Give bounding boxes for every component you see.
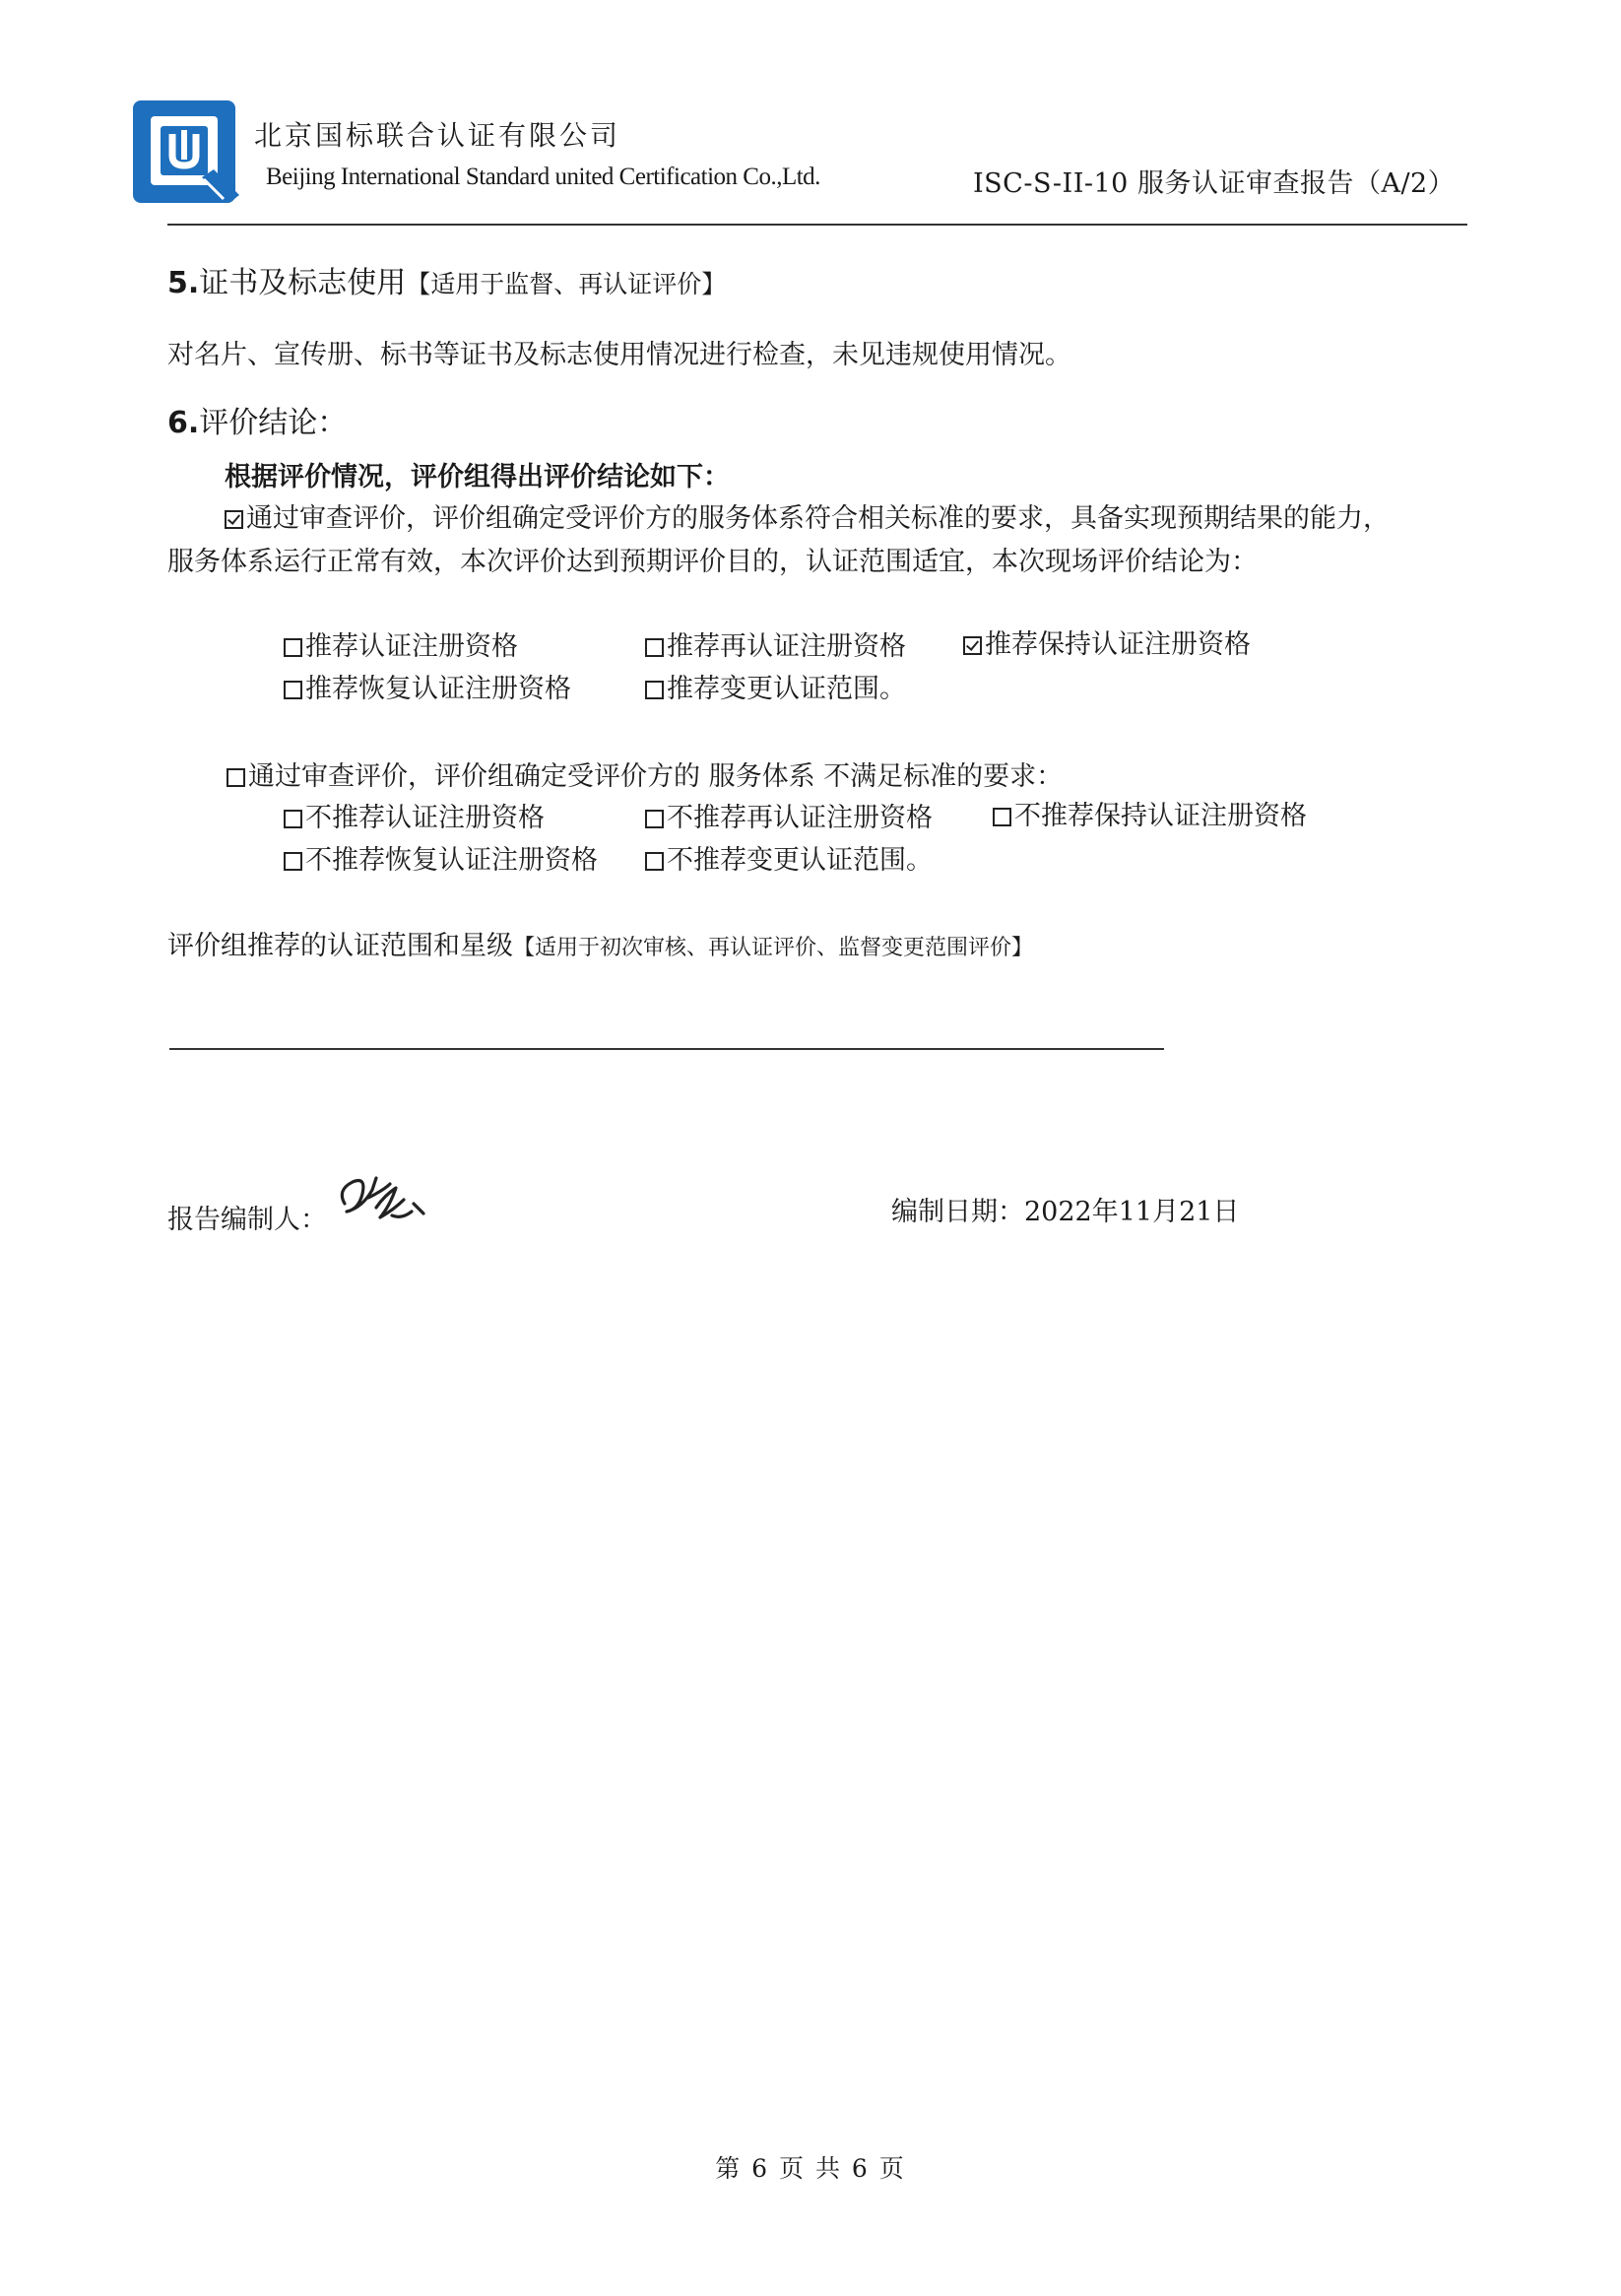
- company-name-cn: 北京国标联合认证有限公司: [254, 119, 621, 152]
- section5-note: 【适用于监督、再认证评价】: [406, 270, 727, 298]
- date-label: 编制日期：: [891, 1197, 1024, 1227]
- checkbox[interactable]: [645, 810, 664, 828]
- section6-intro: 根据评价情况，评价组得出评价结论如下：: [225, 462, 730, 492]
- fail-conclusion: 通过审查评价，评价组确定受评价方的 服务体系 不满足标准的要求：: [227, 754, 1063, 793]
- option-recommend-certification[interactable]: 推荐认证注册资格: [284, 624, 518, 663]
- option-not-recommend-maintain[interactable]: 不推荐保持认证注册资格: [993, 794, 1307, 832]
- option-not-recommend-certification[interactable]: 不推荐认证注册资格: [284, 796, 545, 834]
- author-label: 报告编制人：: [167, 1205, 327, 1235]
- checkbox[interactable]: [284, 810, 302, 828]
- pass-conclusion-line2: 服务体系运行正常有效，本次评价达到预期评价目的，认证范围适宜，本次现场评价结论为：: [167, 547, 1258, 577]
- option-recommend-change-scope[interactable]: 推荐变更认证范围。: [645, 667, 906, 705]
- date-value: 2022年11月21日: [1024, 1197, 1240, 1227]
- pass-checkbox[interactable]: [225, 510, 243, 529]
- option-not-recommend-change-scope[interactable]: 不推荐变更认证范围。: [645, 838, 933, 877]
- checkbox[interactable]: [645, 852, 664, 871]
- page-number: 第 6 页 共 6 页: [715, 2154, 906, 2183]
- checkbox[interactable]: [645, 638, 664, 657]
- scope-heading: [167, 924, 1033, 962]
- handwritten-signature-icon: [333, 1160, 441, 1239]
- document-code: ISC-S-II-10 服务认证审查报告（A/2）: [973, 168, 1456, 199]
- checkbox[interactable]: [284, 638, 302, 657]
- option-not-recommend-recertification[interactable]: 不推荐再认证注册资格: [645, 796, 933, 834]
- section5-heading: [167, 258, 726, 301]
- scope-label: 评价组推荐的认证范围和星级: [167, 931, 513, 961]
- company-name-en: Beijing International Standard united Certification Co.,Ltd.: [266, 164, 820, 190]
- date-field: [891, 1190, 1239, 1228]
- pass-conclusion-line1: 通过审查评价，评价组确定受评价方的服务体系符合相关标准的要求，具备实现预期结果的能力，: [225, 496, 1390, 535]
- checkbox[interactable]: [963, 636, 982, 655]
- section6-title: 评价结论：: [199, 406, 348, 440]
- section5-title: 证书及标志使用: [199, 266, 407, 300]
- header-divider: [167, 224, 1467, 226]
- checkbox[interactable]: [993, 808, 1011, 826]
- fail-checkbox[interactable]: [227, 768, 245, 787]
- checkbox[interactable]: [645, 681, 664, 699]
- section5-number: 5.: [167, 266, 200, 300]
- option-recommend-recertification[interactable]: 推荐再认证注册资格: [645, 624, 906, 663]
- checkbox[interactable]: [284, 681, 302, 699]
- option-recommend-restore[interactable]: 推荐恢复认证注册资格: [284, 667, 571, 705]
- option-not-recommend-restore[interactable]: 不推荐恢复认证注册资格: [284, 838, 598, 877]
- company-logo-icon: [133, 100, 239, 207]
- section6-number: 6.: [167, 406, 200, 440]
- section6-heading: [167, 398, 347, 441]
- scope-note: 【适用于初次审核、再认证评价、监督变更范围评价】: [513, 936, 1034, 960]
- section5-text: 对名片、宣传册、标书等证书及标志使用情况进行检查，未见违规使用情况。: [167, 340, 1071, 370]
- option-recommend-maintain[interactable]: 推荐保持认证注册资格: [963, 623, 1251, 661]
- scope-underline: [169, 1048, 1164, 1050]
- checkbox[interactable]: [284, 852, 302, 871]
